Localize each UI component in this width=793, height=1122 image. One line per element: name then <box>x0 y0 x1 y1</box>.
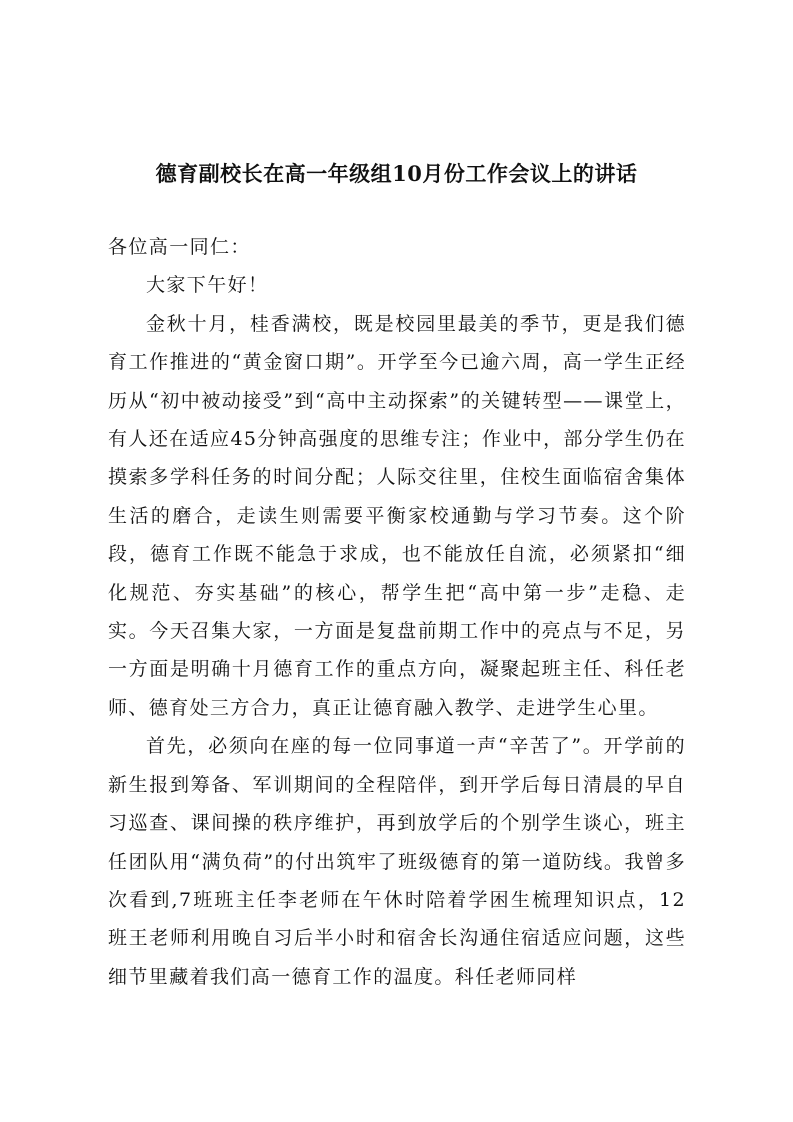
paragraph-2: 首先，必须向在座的每一位同事道一声“辛苦了”。开学前的新生报到筹备、军训期间的全程陪伴，到开学后每日清晨的早自习巡查、课间操的秩序维护，再到放学后的个别学生谈心，班主任团队用“满负荷”的付出筑牢了班级德育的第一道防线。我曾多次看到,7班班主任李老师在午休时陪着学困生梳理知识点，12班王老师利用晚自习后半小时和宿舍长沟通住宿适应问题，这些细节里藏着我们高一德育工作的温度。科任老师同样 <box>108 735 686 988</box>
salutation: 各位高一同仁： <box>108 236 251 258</box>
document-body <box>108 228 686 996</box>
paragraph-1: 金秋十月，桂香满校，既是校园里最美的季节，更是我们德育工作推进的“黄金窗口期”。开学至今已逾六周，高一学生正经历从“初中被动接受”到“高中主动探索”的关键转型——课堂上，有人还在适应45分钟高强度的思维专注；作业中，部分学生仍在摸索多学科任务的时间分配；人际交往里，住校生面临宿舍集体生活的磨合，走读生则需要平衡家校通勤与学习节奏。这个阶段，德育工作既不能急于求成，也不能放任自流，必须紧扣“细化规范、夯实基础”的核心，帮学生把“高中第一步”走稳、走实。今天召集大家，一方面是复盘前期工作中的亮点与不足，另一方面是明确十月德育工作的重点方向，凝聚起班主任、科任老师、德育处三方合力，真正让德育融入教学、走进学生心里。 <box>108 312 686 719</box>
document-title: 德育副校长在高一年级组10月份工作会议上的讲话 <box>155 161 638 186</box>
greeting: 大家下午好！ <box>146 274 269 297</box>
